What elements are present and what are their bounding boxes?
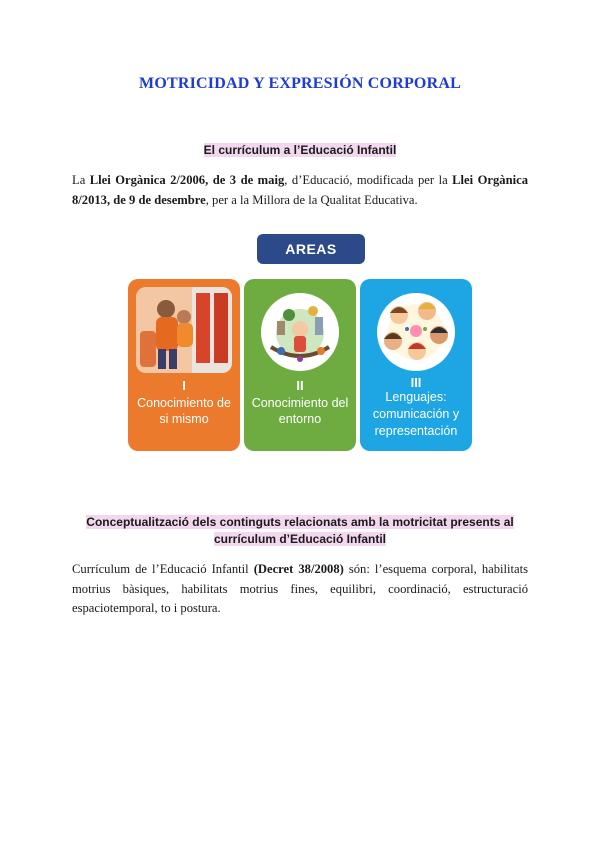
area-card-2 bbox=[244, 279, 356, 451]
curriculum-paragraph bbox=[72, 560, 528, 619]
area-label: Conocimiento del entorno bbox=[251, 396, 349, 426]
area-card-3 bbox=[360, 279, 472, 451]
document-title: MOTRICIDAD Y EXPRESIÓN CORPORAL bbox=[139, 75, 461, 92]
para-run: La bbox=[72, 173, 90, 187]
area-numeral: II bbox=[296, 378, 304, 393]
area-label: Conocimiento de si mismo bbox=[137, 396, 231, 426]
section-heading-text: El currículum a l’Educació Infantil bbox=[203, 143, 397, 157]
para-run: , d’Educació, modificada per la bbox=[284, 173, 453, 187]
law-paragraph bbox=[72, 171, 528, 210]
section-heading-concepts bbox=[72, 514, 528, 548]
law-reference-bold: Llei Orgànica 8/2013, de 9 de desembre bbox=[72, 173, 528, 207]
section-heading-curriculum bbox=[72, 142, 528, 159]
area-numeral: I bbox=[182, 378, 186, 393]
para-run: Currículum de l’Educació Infantil bbox=[72, 562, 254, 576]
environment-illustration bbox=[261, 293, 339, 371]
children-photo bbox=[136, 287, 232, 373]
area-label: Lenguajes: comunicación y representación bbox=[372, 390, 460, 438]
areas-badge: AREAS bbox=[257, 234, 365, 264]
para-run: són: l’esquema corporal, habilitats motrius bàsiques, habilitats motrius fines, equilibri, coordinació, estructuració espaciotemporal, to i postura. bbox=[72, 562, 528, 615]
children-faces-illustration bbox=[377, 293, 455, 371]
area-card-1 bbox=[128, 279, 240, 451]
para-run: , per a la Millora de la Qualitat Educativa. bbox=[205, 192, 418, 207]
section-heading-text: Conceptualització dels continguts relacionats amb la motricitat presents al bbox=[86, 515, 514, 529]
law-reference-bold: Llei Orgànica 2/2006, de 3 de maig bbox=[89, 173, 285, 187]
section-heading-text: currículum d’Educació Infantil bbox=[213, 532, 387, 546]
decree-reference-bold: (Decret 38/2008) bbox=[253, 562, 344, 576]
area-numeral: III bbox=[410, 375, 422, 390]
